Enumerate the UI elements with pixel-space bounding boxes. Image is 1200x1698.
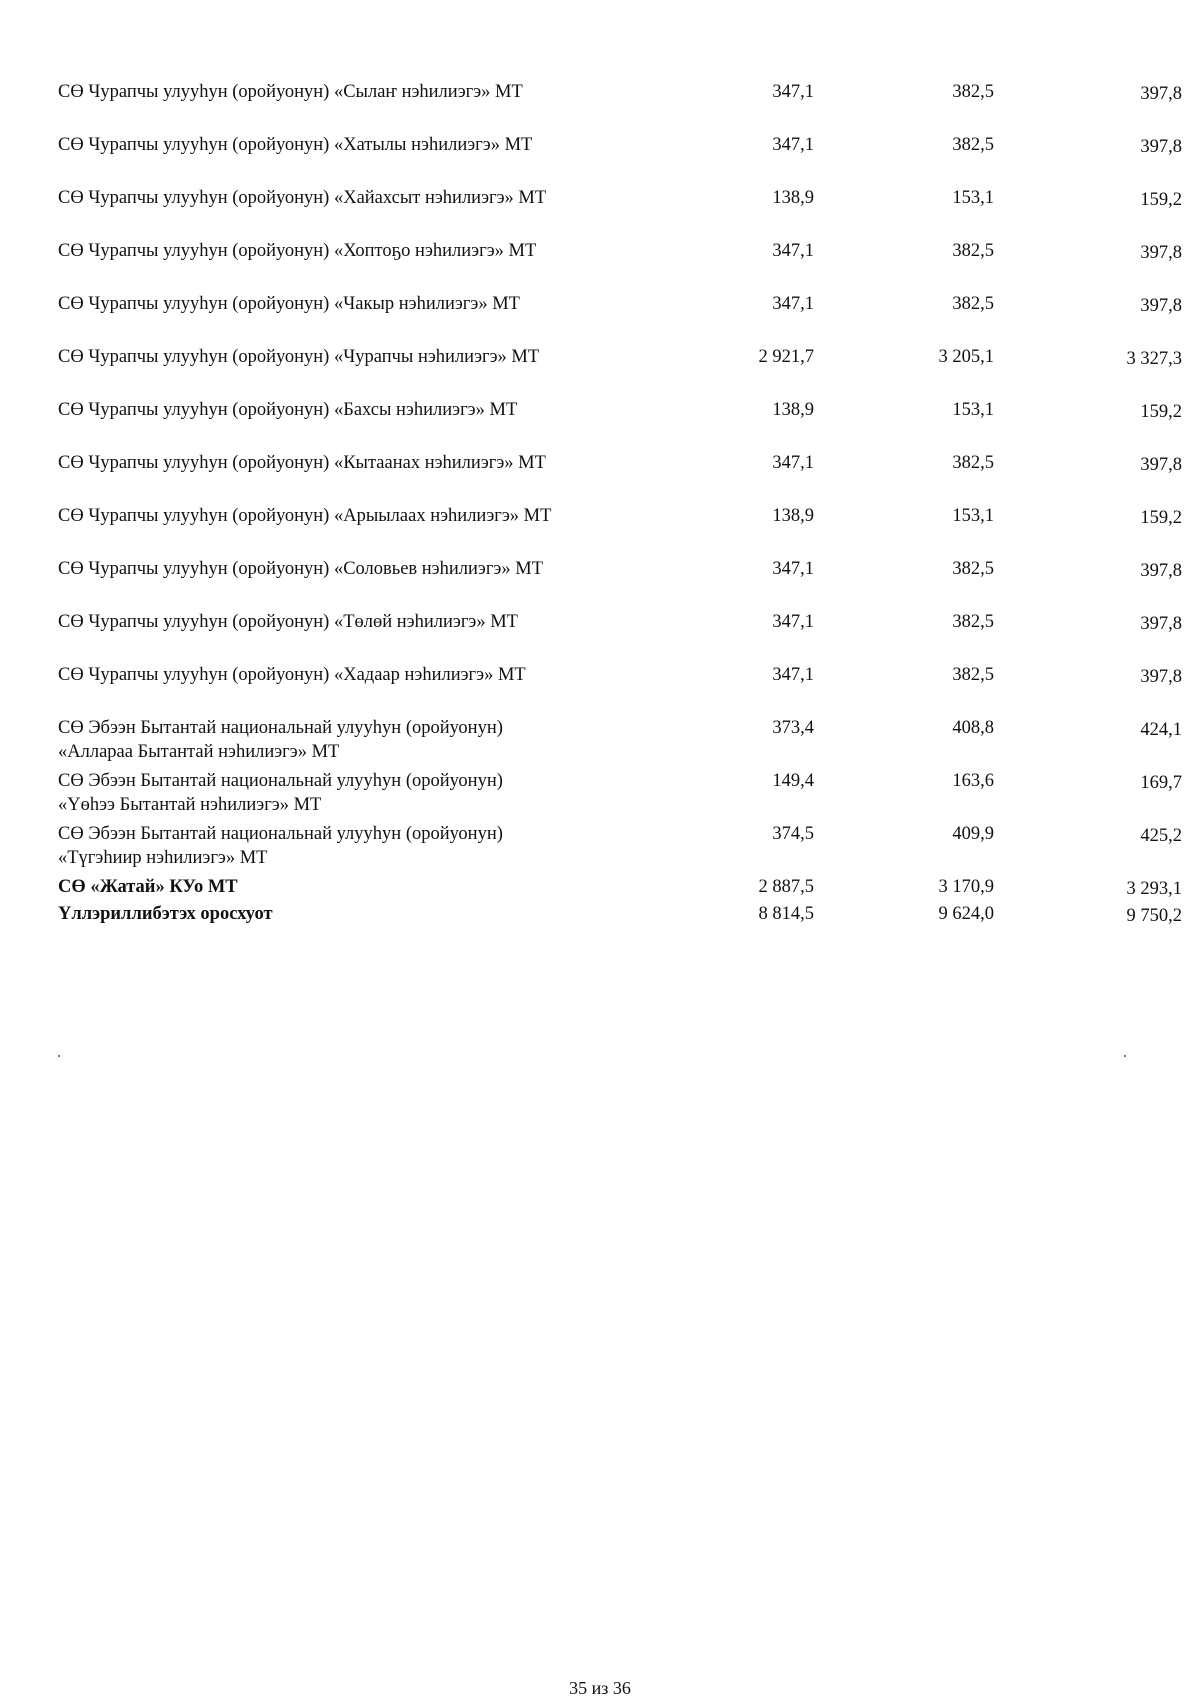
row-name: СӨ Чурапчы улууһун (оройуонун) «Арыылаах нэһилиэгэ» МТ [58, 506, 552, 526]
page-number: 35 из 36 [569, 1678, 631, 1698]
table-row [58, 345, 1182, 398]
row-value-1: 138,9 [772, 506, 814, 526]
row-value-3: 159,2 [1140, 190, 1182, 210]
row-value-1: 373,4 [772, 718, 814, 738]
row-value-1: 347,1 [772, 135, 814, 155]
row-value-3: 169,7 [1140, 773, 1182, 793]
row-value-2: 163,6 [952, 771, 994, 791]
total-value-2: 9 624,0 [938, 904, 994, 924]
row-name: СӨ Чурапчы улууһун (оройуонун) «Төлөй нэһилиэгэ» МТ [58, 612, 518, 632]
row-value-3: 397,8 [1140, 296, 1182, 316]
table-row [58, 557, 1182, 610]
row-value-2: 153,1 [952, 400, 994, 420]
row-value-2: 408,8 [952, 718, 994, 738]
row-name [58, 769, 618, 817]
table-row [58, 133, 1182, 186]
total-value-3: 9 750,2 [1126, 906, 1182, 926]
row-value-3: 397,8 [1140, 243, 1182, 263]
row-name [58, 716, 618, 764]
row-name-line-2: «Түгэһиир нэһилиэгэ» МТ [58, 848, 268, 868]
table-row [58, 504, 1182, 557]
table-row [58, 186, 1182, 239]
row-value-2: 3 205,1 [938, 347, 994, 367]
row-name-line-1: СӨ Эбээн Бытантай национальнай улууһун (оройуонун) [58, 718, 503, 738]
total-value-3: 3 293,1 [1126, 879, 1182, 899]
row-name: СӨ Чурапчы улууһун (оройуонун) «Хадаар нэһилиэгэ» МТ [58, 665, 526, 685]
scan-speck [58, 1055, 60, 1057]
row-name: СӨ Чурапчы улууһун (оройуонун) «Соловьев нэһилиэгэ» МТ [58, 559, 543, 579]
row-value-2: 153,1 [952, 188, 994, 208]
table-row [58, 451, 1182, 504]
row-value-2: 382,5 [952, 612, 994, 632]
total-name: СӨ «Жатай» КУо МТ [58, 877, 238, 897]
row-value-3: 159,2 [1140, 402, 1182, 422]
table-row [58, 292, 1182, 345]
total-name: Үллэриллибэтэх оросхуот [58, 904, 273, 924]
row-value-3: 397,8 [1140, 561, 1182, 581]
row-value-3: 397,8 [1140, 614, 1182, 634]
row-value-1: 347,1 [772, 612, 814, 632]
table-row [58, 822, 1182, 875]
total-row [58, 875, 1182, 902]
row-name: СӨ Чурапчы улууһун (оройуонун) «Хатылы нэһилиэгэ» МТ [58, 135, 533, 155]
table-row [58, 663, 1182, 716]
table-row [58, 239, 1182, 292]
row-value-2: 382,5 [952, 241, 994, 261]
row-name: СӨ Чурапчы улууһун (оройуонун) «Хоптоҕо нэһилиэгэ» МТ [58, 241, 537, 261]
row-name: СӨ Чурапчы улууһун (оройуонун) «Бахсы нэһилиэгэ» МТ [58, 400, 518, 420]
row-value-3: 424,1 [1140, 720, 1182, 740]
row-name-line-2: «Аллараа Бытантай нэһилиэгэ» МТ [58, 742, 340, 762]
scan-speck [1124, 1055, 1126, 1057]
row-value-1: 149,4 [772, 771, 814, 791]
row-name-line-1: СӨ Эбээн Бытантай национальнай улууһун (оройуонун) [58, 824, 503, 844]
row-value-2: 382,5 [952, 453, 994, 473]
row-name: СӨ Чурапчы улууһун (оройуонун) «Хайахсыт нэһилиэгэ» МТ [58, 188, 547, 208]
row-value-2: 382,5 [952, 559, 994, 579]
row-name: СӨ Чурапчы улууһун (оройуонун) «Кытаанах нэһилиэгэ» МТ [58, 453, 546, 473]
table-row [58, 769, 1182, 822]
row-value-3: 397,8 [1140, 137, 1182, 157]
row-value-1: 138,9 [772, 188, 814, 208]
row-value-1: 347,1 [772, 453, 814, 473]
total-row [58, 902, 1182, 929]
total-value-1: 8 814,5 [758, 904, 814, 924]
row-value-1: 374,5 [772, 824, 814, 844]
row-value-1: 2 921,7 [758, 347, 814, 367]
total-value-1: 2 887,5 [758, 877, 814, 897]
budget-table [58, 80, 1182, 929]
row-name: СӨ Чурапчы улууһун (оройуонун) «Чакыр нэһилиэгэ» МТ [58, 294, 520, 314]
row-value-3: 397,8 [1140, 455, 1182, 475]
row-name: СӨ Чурапчы улууһун (оройуонун) «Сылаҥ нэһилиэгэ» МТ [58, 82, 523, 102]
table-row [58, 398, 1182, 451]
row-value-1: 138,9 [772, 400, 814, 420]
row-value-2: 382,5 [952, 82, 994, 102]
row-value-1: 347,1 [772, 241, 814, 261]
row-value-3: 159,2 [1140, 508, 1182, 528]
row-value-1: 347,1 [772, 294, 814, 314]
table-row [58, 80, 1182, 133]
row-value-3: 425,2 [1140, 826, 1182, 846]
row-value-2: 153,1 [952, 506, 994, 526]
row-name-line-1: СӨ Эбээн Бытантай национальнай улууһун (оройуонун) [58, 771, 503, 791]
row-value-1: 347,1 [772, 665, 814, 685]
row-name: СӨ Чурапчы улууһун (оройуонун) «Чурапчы нэһилиэгэ» МТ [58, 347, 540, 367]
table-row [58, 610, 1182, 663]
row-value-2: 382,5 [952, 665, 994, 685]
row-name-line-2: «Үөһээ Бытантай нэһилиэгэ» МТ [58, 795, 322, 815]
row-value-2: 382,5 [952, 135, 994, 155]
total-value-2: 3 170,9 [938, 877, 994, 897]
row-value-1: 347,1 [772, 559, 814, 579]
row-value-3: 397,8 [1140, 667, 1182, 687]
row-value-2: 409,9 [952, 824, 994, 844]
row-value-3: 3 327,3 [1126, 349, 1182, 369]
row-name [58, 822, 618, 870]
row-value-3: 397,8 [1140, 84, 1182, 104]
row-value-2: 382,5 [952, 294, 994, 314]
row-value-1: 347,1 [772, 82, 814, 102]
table-row [58, 716, 1182, 769]
